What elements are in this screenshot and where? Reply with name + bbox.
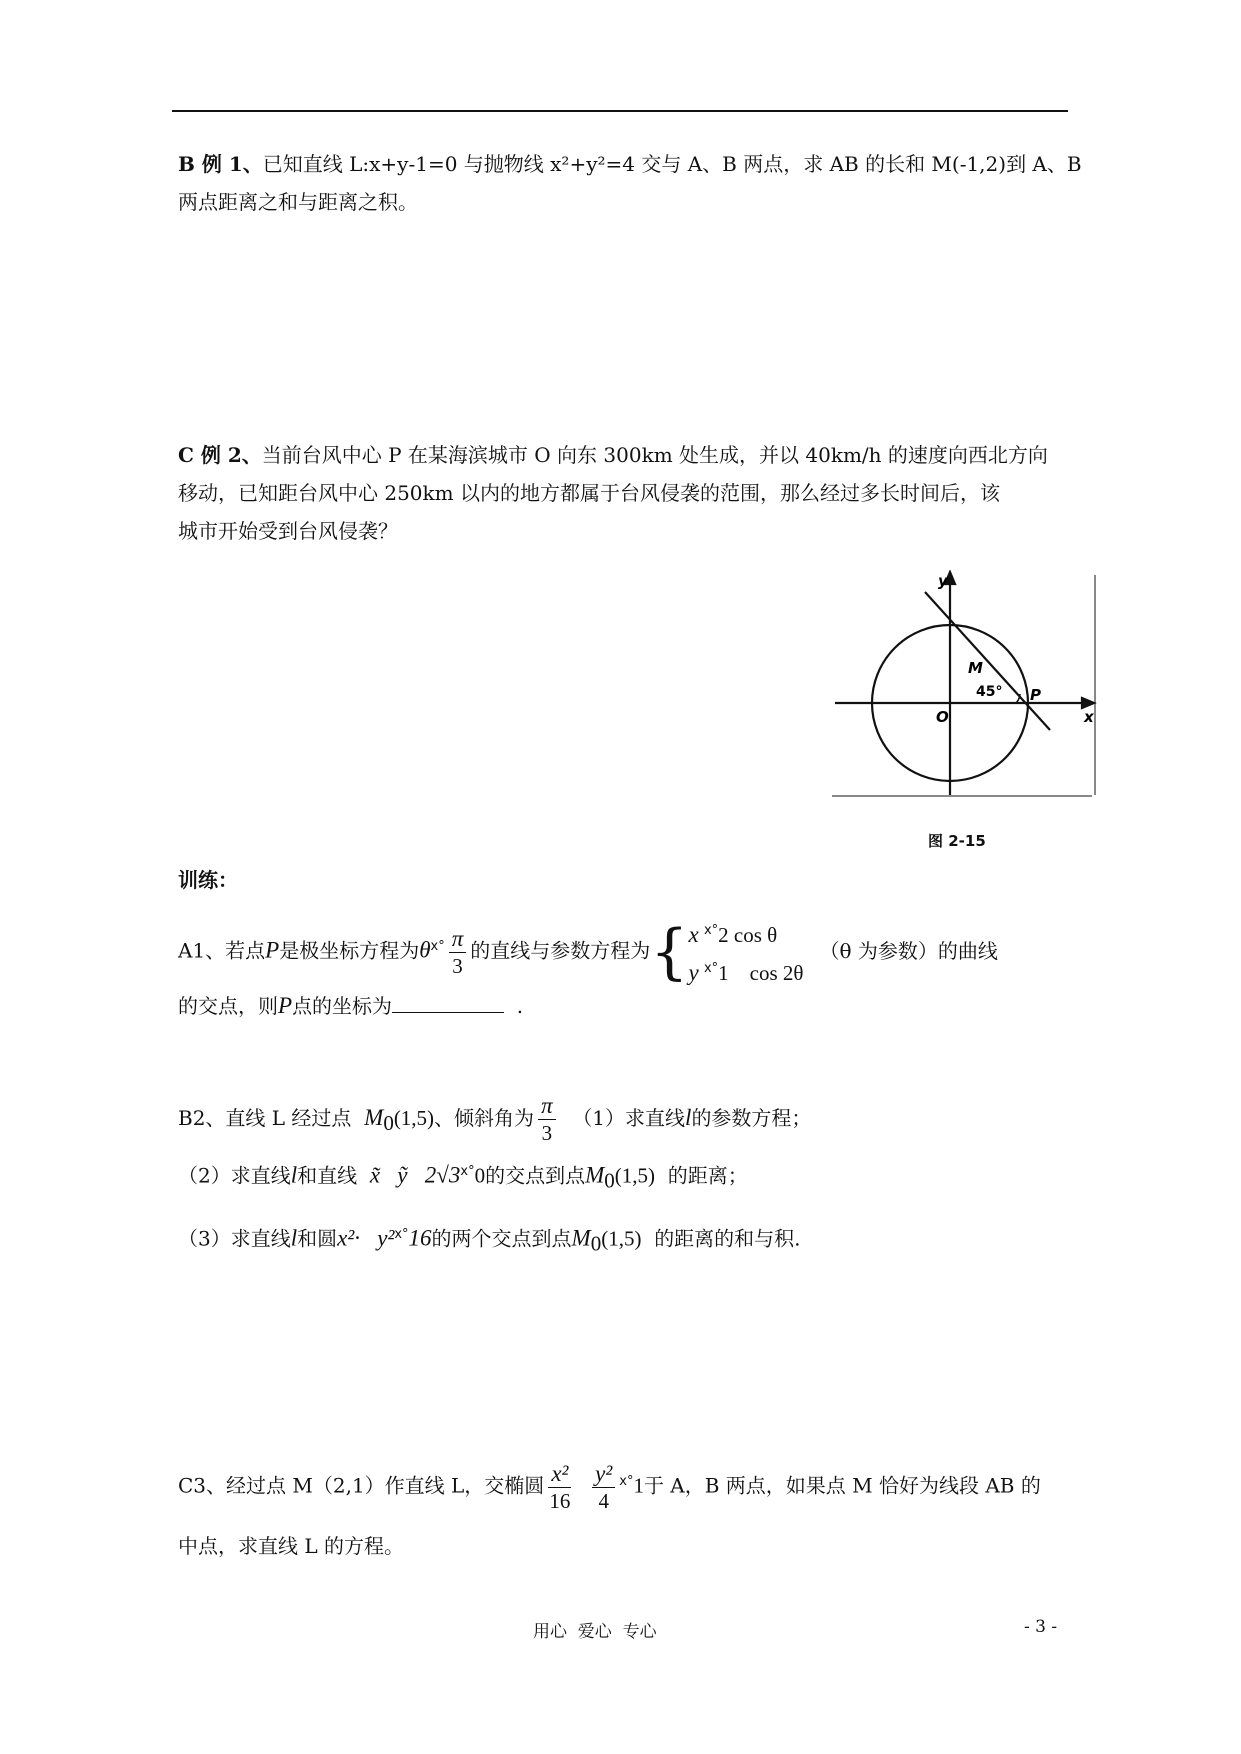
b2-q3-eq-sym: x° xyxy=(394,1227,409,1242)
axis-x-label: x xyxy=(1084,708,1094,726)
example-1-label: B 例 1、 xyxy=(178,152,263,176)
b2-line-2 xyxy=(178,1160,1068,1193)
typhoon-figure xyxy=(830,570,1100,802)
example-2-line-3: 城市开始受到台风侵袭？ xyxy=(178,519,398,543)
b2-q3-m0: M xyxy=(571,1225,591,1251)
c3-d16: 16 xyxy=(549,1488,571,1513)
example-1-line-1 xyxy=(178,152,1082,176)
a1-point-p-2: P xyxy=(278,993,293,1018)
c3-eq-sym: x° xyxy=(619,1474,634,1489)
b2-m0: M xyxy=(364,1105,384,1130)
b2-q2-m0-sub: 0 xyxy=(604,1168,615,1193)
a1-text-6: 点的坐标为 xyxy=(292,994,393,1018)
b2-q3-point: (1,5) xyxy=(601,1226,642,1251)
a1-text-2: 是极坐标方程为 xyxy=(279,938,420,963)
a1-three: 3 xyxy=(452,953,463,978)
a1-sys-eq2: x° xyxy=(703,961,719,977)
b2-q2-m0: M xyxy=(585,1162,605,1188)
b2-q2-point: (1,5) xyxy=(614,1163,656,1188)
a1-system xyxy=(688,914,803,990)
b2-q3-text-d: 的距离的和与积. xyxy=(654,1226,801,1251)
a1-text-1: 若点 xyxy=(225,938,266,963)
b2-q2-equation: x̃ ỹ 2√3 xyxy=(369,1162,461,1188)
a1-eq-sym: x° xyxy=(430,939,445,954)
c3-x2: x² xyxy=(548,1461,571,1488)
a1-sys-y: y xyxy=(688,960,699,986)
example-2-line-2: 移动，已知距台风中心 250km 以内的地方都属于台风侵袭的范围，那么经过多长时间后，该 xyxy=(178,481,1000,505)
b2-text-1: 直线 L 经过点 xyxy=(225,1106,352,1130)
b2-line-3 xyxy=(178,1223,1068,1256)
a1-sys-y-rhs: 1 cos 2θ xyxy=(718,961,804,986)
angle-label: 45° xyxy=(976,684,1003,700)
b2-text-2: 、倾斜角为 xyxy=(434,1106,535,1130)
b2-q2-text-b: 和直线 xyxy=(297,1163,358,1188)
b2-q3-l: l xyxy=(290,1225,298,1251)
b2-q2-text-a: （2）求直线 xyxy=(178,1163,291,1188)
a1-theta: θ xyxy=(419,937,431,963)
b2-q3-equation: x²· y² xyxy=(337,1225,395,1251)
c3-text-1: 经过点 M（2,1）作直线 L，交椭圆 xyxy=(226,1473,545,1498)
b2-q2-eq-sym: x° xyxy=(460,1164,475,1179)
b2-q3-text-c: 的两个交点到点 xyxy=(431,1226,572,1251)
example-2-label: C 例 2、 xyxy=(178,443,262,467)
b2-q2-zero: 0 xyxy=(474,1163,486,1188)
a1-pi: π xyxy=(449,926,467,953)
point-m-label: M xyxy=(968,659,983,677)
b2-q2-text-d: 的距离； xyxy=(667,1163,748,1188)
c3-one: 1 xyxy=(633,1473,644,1498)
b2-q3-text-a: （3）求直线 xyxy=(178,1226,291,1251)
origin-label: O xyxy=(936,708,949,726)
b2-m0-sub: 0 xyxy=(383,1111,394,1135)
example-1-text-1: 已知直线 L:x+y-1=0 与抛物线 x²+y²=4 交与 A、B 两点，求 AB 的长和 M(-1,2)到 A、B xyxy=(262,152,1082,176)
b2-three: 3 xyxy=(541,1121,553,1145)
a1-brace: { xyxy=(650,917,689,988)
b2-pi: π xyxy=(538,1093,556,1120)
b2-l: l xyxy=(685,1105,692,1130)
a1-sys-x-rhs: 2 cos θ xyxy=(718,923,778,948)
a1-sys-eq1: x° xyxy=(703,923,719,939)
b2-q3-m0-sub: 0 xyxy=(590,1231,602,1256)
x-axis-arrow xyxy=(1082,698,1094,708)
a1-point-p: P xyxy=(265,937,280,963)
point-p-label: P xyxy=(1030,686,1041,704)
figure-caption: 图 2-15 xyxy=(928,832,986,850)
a1-sys-x: x xyxy=(688,922,699,948)
c3-text-2: 于 A，B 两点，如果点 M 恰好为线段 AB 的 xyxy=(643,1473,1041,1498)
footer-slogan: 用心 爱心 专心 xyxy=(533,1622,657,1642)
c3-line-2: 中点，求直线 L 的方程。 xyxy=(178,1534,404,1558)
axis-y-label: y xyxy=(938,572,948,590)
b2-q3-sixteen: 16 xyxy=(408,1225,432,1251)
a1-text-5: 的交点，则 xyxy=(178,994,278,1018)
page-number: - 3 - xyxy=(1024,1617,1058,1637)
b2-q2-text-c: 的交点到点 xyxy=(485,1163,586,1188)
a1-fraction xyxy=(449,926,467,979)
c3-d4: 4 xyxy=(598,1488,609,1513)
a1-line-1 xyxy=(178,910,1068,988)
example-2-line-1 xyxy=(178,443,1068,467)
a1-line-2 xyxy=(178,992,1068,1018)
b2-point: (1,5) xyxy=(393,1106,435,1130)
b2-q3-text-b: 和圆 xyxy=(297,1226,338,1251)
a1-text-4: （θ 为参数）的曲线 xyxy=(819,938,998,963)
example-1-line-2: 两点距离之和与距离之积。 xyxy=(178,190,418,214)
c3-label: C3、 xyxy=(178,1473,227,1498)
header-rule xyxy=(172,110,1068,112)
c3-y2: y² xyxy=(592,1461,615,1488)
b2-fraction xyxy=(538,1093,556,1146)
b2-text-4: 的参数方程； xyxy=(691,1106,812,1130)
b2-line-1 xyxy=(178,1088,1068,1148)
c3-fraction-y xyxy=(592,1461,615,1514)
a1-text-3: 的直线与参数方程为 xyxy=(470,938,651,963)
b2-text-3: （1）求直线 xyxy=(572,1106,686,1130)
training-heading: 训练： xyxy=(178,868,238,892)
b2-q2-l: l xyxy=(290,1162,298,1188)
a1-answer-blank[interactable] xyxy=(392,992,504,1013)
c3-fraction-x xyxy=(548,1461,571,1514)
b2-label: B2、 xyxy=(178,1106,226,1130)
c3-line-1 xyxy=(178,1450,1068,1514)
a1-label: A1、 xyxy=(178,938,226,963)
a1-text-7: . xyxy=(516,994,524,1018)
example-2-text-1: 当前台风中心 P 在某海滨城市 O 向东 300km 处生成，并以 40km/h 的速度向西北方向 xyxy=(261,443,1048,467)
